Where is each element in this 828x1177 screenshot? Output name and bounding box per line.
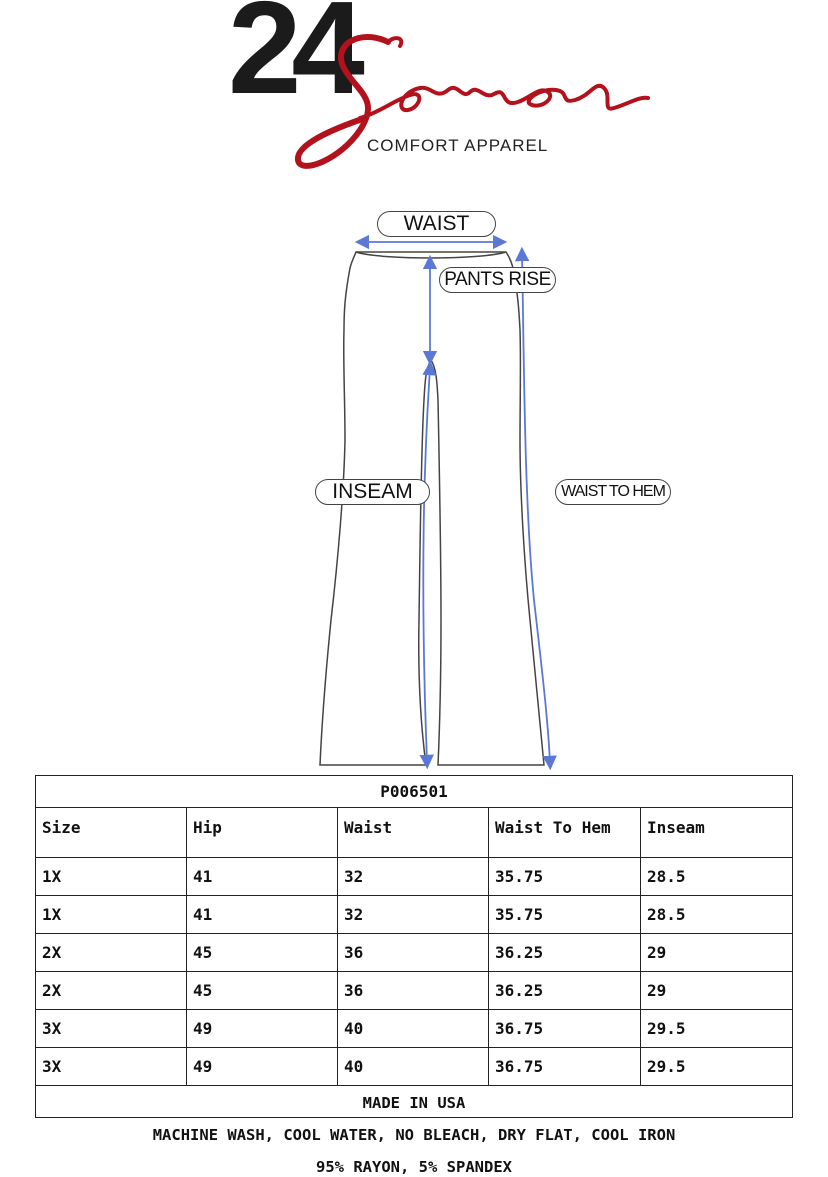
origin-text: MADE IN USA: [362, 1094, 466, 1112]
waist-label: WAIST: [377, 211, 496, 237]
logo-script-seven: [0, 0, 828, 190]
cell-waist: 40: [338, 1048, 489, 1086]
cell-inseam: 29.5: [641, 1010, 793, 1048]
table-header-row: [36, 808, 793, 858]
cell-inseam: 29: [641, 972, 793, 1010]
care-instructions: MACHINE WASH, COOL WATER, NO BLEACH, DRY FLAT, COOL IRON: [152, 1126, 676, 1144]
pants-measurement-diagram: [0, 200, 828, 775]
fabric-content: 95% RAYON, 5% SPANDEX: [316, 1158, 512, 1176]
logo-subtitle: COMFORT APPAREL: [367, 136, 549, 155]
cell-waist-to-hem: 35.75: [489, 896, 641, 934]
header-hip: Hip: [187, 808, 338, 858]
cell-hip: 41: [187, 896, 338, 934]
cell-size: 2X: [36, 934, 187, 972]
header-waist: Waist: [338, 808, 489, 858]
table-row: [36, 972, 793, 1010]
cell-size: 3X: [36, 1010, 187, 1048]
logo-number: 24: [228, 0, 355, 121]
cell-hip: 45: [187, 972, 338, 1010]
pants-rise-label: PANTS RISE: [439, 267, 556, 293]
cell-size: 2X: [36, 972, 187, 1010]
cell-inseam: 29: [641, 934, 793, 972]
header-size: Size: [36, 808, 187, 858]
table-row: [36, 934, 793, 972]
cell-hip: 45: [187, 934, 338, 972]
product-code: P006501: [36, 776, 793, 808]
cell-waist: 32: [338, 858, 489, 896]
cell-inseam: 28.5: [641, 896, 793, 934]
cell-waist: 32: [338, 896, 489, 934]
header-inseam: Inseam: [641, 808, 793, 858]
cell-waist-to-hem: 36.75: [489, 1010, 641, 1048]
size-chart-table: [35, 775, 793, 1118]
table-row: [36, 858, 793, 896]
table-row: [36, 1048, 793, 1086]
cell-size: 3X: [36, 1048, 187, 1086]
table-row: [36, 1010, 793, 1048]
cell-inseam: 29.5: [641, 1048, 793, 1086]
cell-waist-to-hem: 36.25: [489, 934, 641, 972]
inseam-label: INSEAM: [315, 479, 430, 505]
cell-waist-to-hem: 36.25: [489, 972, 641, 1010]
cell-size: 1X: [36, 896, 187, 934]
cell-size: 1X: [36, 858, 187, 896]
header-waist-to-hem: Waist To Hem: [489, 808, 641, 858]
cell-hip: 41: [187, 858, 338, 896]
waist-to-hem-label: WAIST TO HEM: [555, 479, 671, 505]
cell-waist: 36: [338, 934, 489, 972]
table-title-row: [36, 776, 793, 808]
cell-waist: 36: [338, 972, 489, 1010]
cell-waist-to-hem: 36.75: [489, 1048, 641, 1086]
cell-hip: 49: [187, 1048, 338, 1086]
brand-logo: [0, 0, 828, 190]
cell-waist-to-hem: 35.75: [489, 858, 641, 896]
cell-waist: 40: [338, 1010, 489, 1048]
table-row: [36, 896, 793, 934]
cell-hip: 49: [187, 1010, 338, 1048]
cell-inseam: 28.5: [641, 858, 793, 896]
